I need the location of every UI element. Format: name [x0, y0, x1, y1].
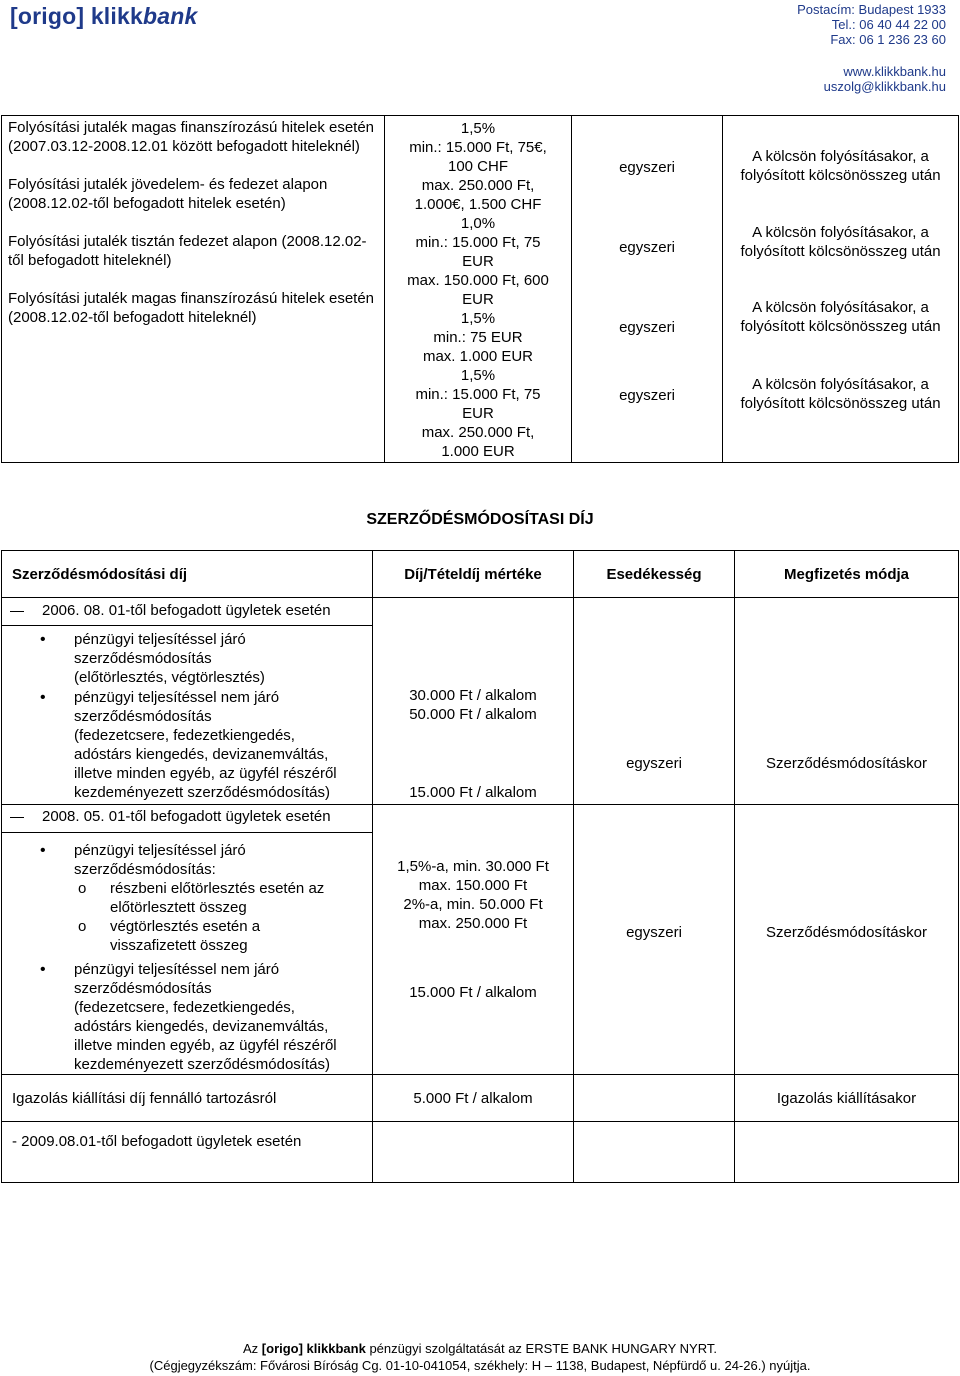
- payment-2-b: folyósított kölcsönösszeg után: [740, 243, 941, 260]
- last-row-label: - 2009.08.01-től befogadott ügyletek esetén: [2, 1122, 373, 1183]
- header-fee-name: Szerződésmódosítási díj: [2, 551, 373, 598]
- certificate-due: [574, 1075, 735, 1122]
- postal-address: Postacím: Budapest 1933: [797, 2, 946, 17]
- fee-desc-1: Folyósítási jutalék magas finanszírozású hitelek esetén (2007.03.12-2008.12.01 között befogadott hiteleknél): [8, 119, 375, 155]
- table-row: [2, 1075, 959, 1122]
- certificate-payment: Igazolás kiállításakor: [735, 1075, 959, 1122]
- footer: [0, 1340, 960, 1374]
- logo-brand-italic: bank: [142, 3, 198, 29]
- amount-1-0: 1,5%: [460, 120, 496, 137]
- header-due: Esedékesség: [574, 551, 735, 598]
- payment-3-b: folyósított kölcsönösszeg után: [740, 318, 941, 335]
- group2-fees: [373, 805, 574, 1075]
- amount-3-1: min.: 75 EUR: [433, 329, 523, 346]
- contact-block: [726, 2, 946, 94]
- group2-fee-line-0: 1,5%-a, min. 30.000 Ft: [397, 858, 549, 875]
- amount-2-0: 1,0%: [460, 215, 496, 232]
- footer-line1: Az [origo] klikkbank pénzügyi szolgáltatását az ERSTE BANK HUNGARY NYRT.: [243, 1341, 717, 1356]
- group2-fee-line-1: max. 150.000 Ft: [418, 877, 528, 894]
- header-payment: Megfizetés módja: [735, 551, 959, 598]
- fee-payment: [723, 116, 959, 463]
- amount-4-1: min.: 15.000 Ft, 75: [415, 386, 541, 403]
- header-fee-amount: Díj/Tételdíj mértéke: [373, 551, 574, 598]
- amount-1-2: 100 CHF: [447, 158, 509, 175]
- amount-1-1: min.: 15.000 Ft, 75€,: [409, 139, 547, 156]
- last-row-payment: [735, 1122, 959, 1183]
- fee-descriptions: [2, 116, 385, 463]
- table-row: [2, 805, 959, 1075]
- group2-label: 2008. 05. 01-től befogadott ügyletek esetén: [2, 807, 372, 826]
- last-row-due: [574, 1122, 735, 1183]
- website-link[interactable]: www.klikkbank.hu: [843, 64, 946, 79]
- email-link[interactable]: uszolg@klikkbank.hu: [823, 79, 946, 94]
- amount-4-4: 1.000 EUR: [441, 443, 515, 460]
- group1-bullet1: • pénzügyi teljesítéssel járó szerződésmódosítás (előtörlesztés, végtörlesztés): [2, 630, 372, 687]
- amount-4-3: max. 250.000 Ft,: [421, 424, 535, 441]
- certificate-fee: 5.000 Ft / alkalom: [373, 1075, 574, 1122]
- group1-fee2: 50.000 Ft / alkalom: [409, 706, 537, 723]
- amount-3-0: 1,5%: [460, 310, 496, 327]
- payment-3-a: A kölcsön folyósításakor, a: [752, 299, 929, 316]
- payment-1-b: folyósított kölcsönösszeg után: [740, 167, 941, 184]
- group1-label: 2006. 08. 01-től befogadott ügyletek esetén: [2, 601, 372, 620]
- disbursement-fee-table: [1, 115, 959, 463]
- certificate-label: Igazolás kiállítási díj fennálló tartozásról: [2, 1075, 373, 1122]
- payment-4-b: folyósított kölcsönösszeg után: [740, 395, 941, 412]
- amount-1-3: max. 250.000 Ft,: [421, 177, 535, 194]
- amount-2-2: EUR: [462, 253, 494, 270]
- group2-due: egyszeri: [574, 805, 735, 1075]
- group1-bullet2: • pénzügyi teljesítéssel nem járó szerződésmódosítás (fedezetcsere, fedezetkiengedés, adóstárs kiengedés, devizanemváltás, illetve minden egyéb, az ügyfél részéről kezdeményezett szerződésmódosítás): [2, 688, 372, 802]
- fee-desc-3: Folyósítási jutalék tisztán fedezet alapon (2008.12.02-től befogadott hiteleknél): [8, 233, 367, 269]
- amount-2-4: EUR: [462, 291, 494, 308]
- last-row-fee: [373, 1122, 574, 1183]
- group2-sub2: o végtörlesztés esetén a visszafizetett összeg: [2, 917, 372, 955]
- footer-logo: [origo] klikkbank: [261, 1341, 366, 1356]
- footer-line2: (Cégjegyzékszám: Fővárosi Bíróság Cg. 01-10-041054, székhely: H – 1138, Budapest, Népfürdő u. 24-26.) nyújtja.: [149, 1358, 811, 1373]
- fee-desc-4: Folyósítási jutalék magas finanszírozású hitelek esetén (2008.12.02-től befogadott hiteleknél): [8, 290, 375, 326]
- table-row: [2, 598, 959, 805]
- group1-due: egyszeri: [574, 598, 735, 805]
- group2-fee-line-2: 2%-a, min. 50.000 Ft: [403, 896, 543, 913]
- group1-description: [2, 598, 373, 805]
- due-4: egyszeri: [619, 387, 675, 404]
- amount-4-0: 1,5%: [460, 367, 496, 384]
- group2-sub1: o részbeni előtörlesztés esetén az előtörlesztett összeg: [2, 879, 372, 917]
- group1-fee1: 30.000 Ft / alkalom: [409, 687, 537, 704]
- due-2: egyszeri: [619, 239, 675, 256]
- section-title: SZERZŐDÉSMÓDOSÍTASI DÍJ: [366, 511, 594, 528]
- fee-due: [572, 116, 723, 463]
- group1-payment: Szerződésmódosításkor: [735, 598, 959, 805]
- payment-1-a: A kölcsön folyósításakor, a: [752, 148, 929, 165]
- amount-1-4: 1.000€, 1.500 CHF: [414, 196, 542, 213]
- contract-modification-table: [1, 550, 959, 1183]
- group1-fees: [373, 598, 574, 805]
- fee-amounts: [385, 116, 572, 463]
- group2-payment: Szerződésmódosításkor: [735, 805, 959, 1075]
- amount-4-2: EUR: [462, 405, 494, 422]
- fee-desc-2: Folyósítási jutalék jövedelem- és fedezet alapon (2008.12.02-től befogadott hitelek esetén): [8, 176, 328, 212]
- phone: Tel.: 06 40 44 22 00: [831, 17, 946, 32]
- payment-4-a: A kölcsön folyósításakor, a: [752, 376, 929, 393]
- logo-bracket: [origo]: [10, 3, 85, 29]
- brand-logo: [10, 2, 197, 30]
- due-3: egyszeri: [619, 319, 675, 336]
- amount-2-3: max. 150.000 Ft, 600: [407, 272, 549, 289]
- group1-fee3: 15.000 Ft / alkalom: [409, 784, 537, 801]
- amount-2-1: min.: 15.000 Ft, 75: [415, 234, 541, 251]
- group2-bullet2: • pénzügyi teljesítéssel nem járó szerződésmódosítás (fedezetcsere, fedezetkiengedés, adóstárs kiengedés, devizanemváltás, illetve minden egyéb, az ügyfél részéről kezdeményezett szerződésmódosítás): [2, 960, 372, 1074]
- group2-description: [2, 805, 373, 1075]
- due-1: egyszeri: [619, 159, 675, 176]
- group2-fee-flat: 15.000 Ft / alkalom: [409, 984, 537, 1001]
- logo-brand: klikk: [90, 3, 143, 29]
- table-header-row: [2, 551, 959, 598]
- fax: Fax: 06 1 236 23 60: [830, 32, 946, 47]
- payment-2-a: A kölcsön folyósításakor, a: [752, 224, 929, 241]
- amount-3-2: max. 1.000 EUR: [422, 348, 534, 365]
- group2-fee-line-3: max. 250.000 Ft: [418, 915, 528, 932]
- group2-bullet1: • pénzügyi teljesítéssel járó szerződésmódosítás:: [2, 841, 372, 879]
- table-row: [2, 1122, 959, 1183]
